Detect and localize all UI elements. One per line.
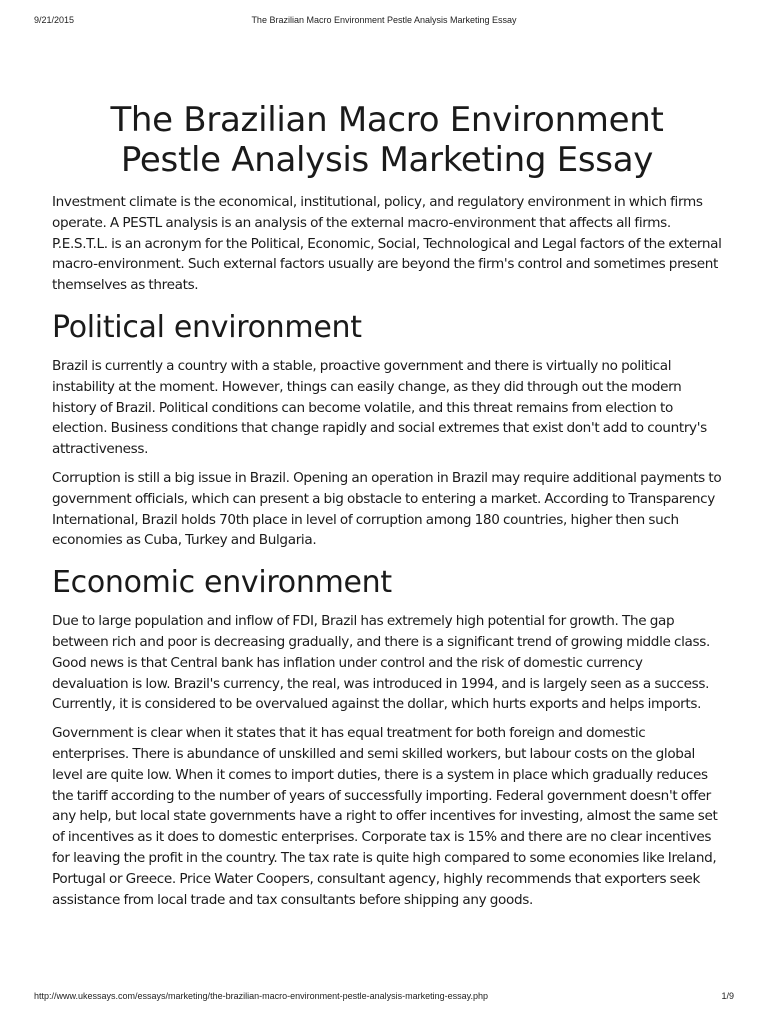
political-paragraph-1: Brazil is currently a country with a stable, proactive government and there is virtually no political instability at the moment. However, things can easily change, as they did through out the modern history of Brazil. Political conditions can become volatile, and this threat remains from election to election. Business conditions that change rapidly and social extremes that exist don't add to country's attractiveness. [52, 357, 707, 458]
print-date: 9/21/2015 [34, 15, 75, 25]
page-indicator: 1/9 [721, 991, 734, 1001]
document-title-line1: The Brazilian Macro Environment [110, 100, 664, 140]
intro-paragraph: Investment climate is the economical, institutional, policy, and regulatory environment in which firms operate. A PESTL analysis is an analysis of the external macro-environment that affects all firms. P.E.S.T.L. is an acronym for the Political, Economic, Social, Technological and Legal factors of the external macro-environment. Such external factors usually are beyond the firm's control and sometimes present themselves as threats. [52, 194, 722, 294]
section-heading-political: Political environment [52, 309, 362, 345]
section-economic [52, 565, 722, 910]
economic-paragraph-1: Due to large population and inflow of FDI, Brazil has extremely high potential for growth. The gap between rich and poor is decreasing gradually, and there is a significant trend of growing middle class. Good news is that Central bank has inflation under control and the risk of domestic currency devaluation is low. Brazil's currency, the real, was introduced in 1994, and is largely seen as a success. Currently, it is considered to be overvalued against the dollar, which hurts exports and helps imports. [52, 613, 710, 713]
document-body [52, 100, 722, 918]
print-page-title: The Brazilian Macro Environment Pestle Analysis Marketing Essay [251, 15, 517, 25]
print-header [34, 15, 734, 25]
political-paragraph-2: Corruption is still a big issue in Brazil. Opening an operation in Brazil may require additional payments to government officials, which can present a big obstacle to entering a market. According to Transparency International, Brazil holds 70th place in level of corruption among 180 countries, higher then such economies as Cuba, Turkey and Bulgaria. [52, 469, 722, 549]
source-url: http://www.ukessays.com/essays/marketing/the-brazilian-macro-environment-pestle-analysis-marketing-essay.php [34, 991, 489, 1001]
document-title [52, 100, 722, 180]
section-heading-economic: Economic environment [52, 565, 392, 601]
section-political [52, 310, 722, 551]
print-footer [34, 991, 734, 1001]
document-title-line2: Pestle Analysis Marketing Essay [120, 140, 654, 180]
economic-paragraph-2: Government is clear when it states that it has equal treatment for both foreign and domestic enterprises. There is abundance of unskilled and semi skilled workers, but labour costs on the global level are quite low. When it comes to import duties, there is a system in place which gradually reduces the tariff according to the number of years of successfully importing. Federal government doesn't offer any help, but local state governments have a right to offer incentives for investing, almost the same set of incentives as it does to domestic enterprises. Corporate tax is 15% and there are no clear incentives for leaving the profit in the country. The tax rate is quite high compared to some economies like Ireland, Portugal or Greece. Price Water Coopers, consultant agency, highly recommends that exporters seek assistance from local trade and tax consultants before shipping any goods. [52, 725, 718, 908]
